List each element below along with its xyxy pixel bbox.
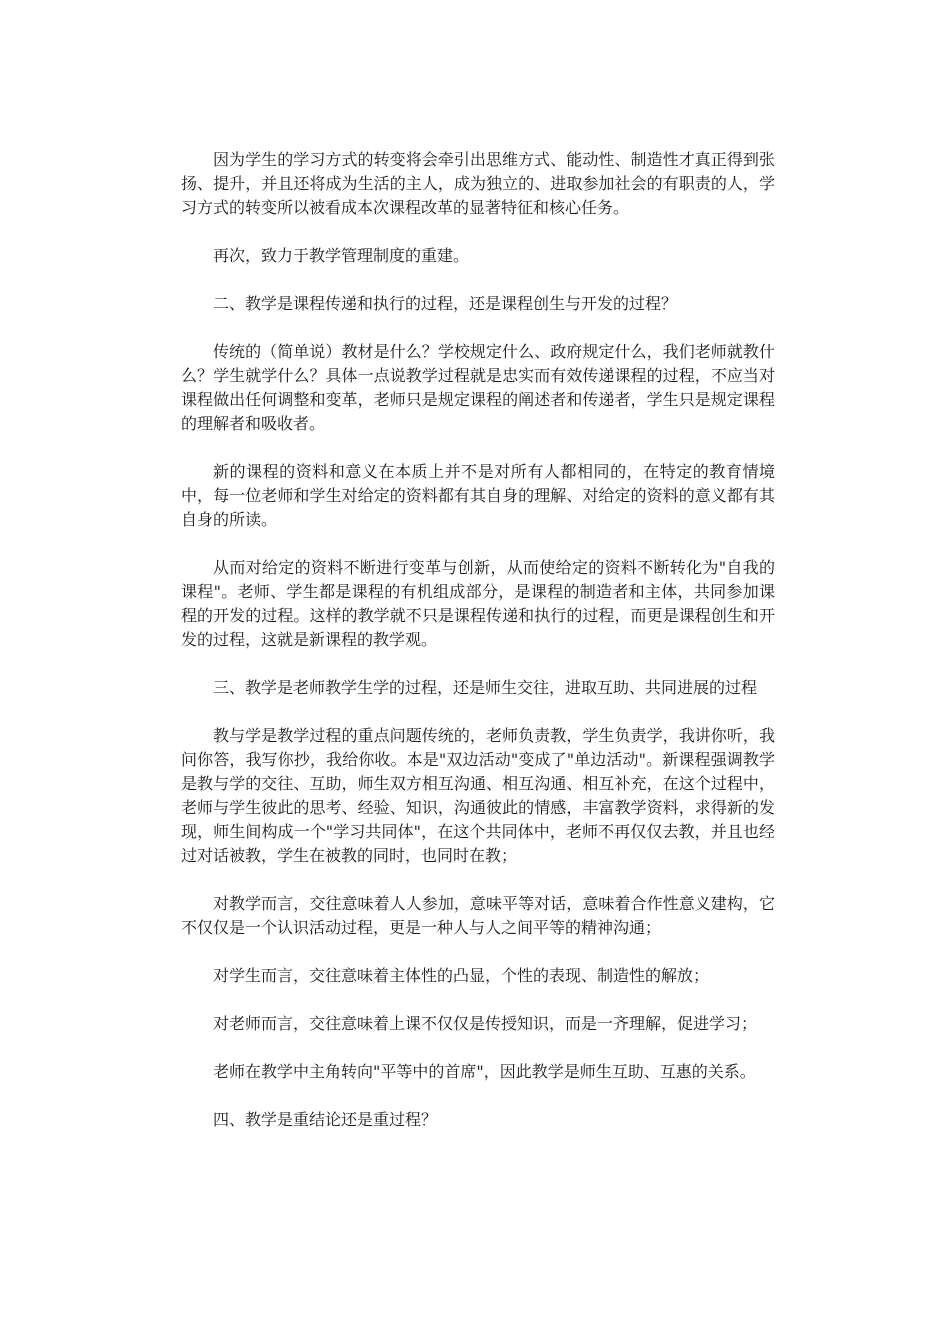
paragraph-teacher-perspective: 对老师而言，交往意味着上课不仅仅是传授知识，而是一齐理解，促进学习； bbox=[213, 1014, 758, 1033]
paragraph-student-perspective: 对学生而言，交往意味着主体性的凸显，个性的表现、制造性的解放； bbox=[213, 966, 710, 985]
section-heading-four: 四、教学是重结论还是重过程？ bbox=[213, 1110, 438, 1129]
paragraph-curriculum-creation: 从而对给定的资料不断进行变革与创新，从而使给定的资料不断转化为"自我的课程"。老师、学生都是课程的有机组成部分，是课程的制造者和主体，共同参加课程的开发的过程。这样的教学就不只是课程传递和执行的过程，而更是课程创生和开发的过程，这就是新课程的教学观。 bbox=[181, 558, 775, 649]
paragraph-teaching-interaction: 教与学是教学过程的重点问题传统的，老师负责教，学生负责学，我讲你听，我问你答，我写你抄，我给你收。本是"双边活动"变成了"单边活动"。新课程强调教学是教与学的交往、互助，师生双方相互沟通、相互沟通、相互补充，在这个过程中，老师与学生彼此的思考、经验、知识，沟通彼此的情感，丰富教学资料，求得新的发现，师生间构成一个"学习共同体"，在这个共同体中，老师不再仅仅去教，并且也经过对话被教，学生在被教的同时，也同时在教； bbox=[181, 726, 775, 865]
paragraph-intro-learning-style: 因为学生的学习方式的转变将会牵引出思维方式、能动性、制造性才真正得到张扬、提升，并且还将成为生活的主人，成为独立的、进取参加社会的有职责的人，学习方式的转变所以被看成本次课程改革的显著特征和核心任务。 bbox=[181, 150, 775, 217]
paragraph-new-curriculum-meaning: 新的课程的资料和意义在本质上并不是对所有人都相同的，在特定的教育情境中，每一位老师和学生对给定的资料都有其自身的理解、对给定的资料的意义都有其自身的所读。 bbox=[181, 462, 775, 529]
document-body bbox=[181, 148, 775, 1156]
paragraph-traditional-textbook: 传统的（简单说）教材是什么？学校规定什么、政府规定什么，我们老师就教什么？学生就学什么？具体一点说教学过程就是忠实而有效传递课程的过程，不应当对课程做出任何调整和变革，老师只是规定课程的阐述者和传递者，学生只是规定课程的理解者和吸收者。 bbox=[181, 342, 775, 433]
paragraph-teaching-perspective: 对教学而言，交往意味着人人参加，意味平等对话，意味着合作性意义建构，它不仅仅是一个认识活动过程，更是一种人与人之间平等的精神沟通； bbox=[181, 894, 775, 937]
section-heading-three: 三、教学是老师教学生学的过程，还是师生交往，进取互助、共同进展的过程 bbox=[213, 678, 758, 697]
paragraph-teacher-role: 老师在教学中主角转向"平等中的首席"，因此教学是师生互助、互惠的关系。 bbox=[213, 1062, 756, 1081]
paragraph-management-rebuild: 再次，致力于教学管理制度的重建。 bbox=[213, 246, 470, 265]
section-heading-two: 二、教学是课程传递和执行的过程，还是课程创生与开发的过程？ bbox=[213, 294, 678, 313]
